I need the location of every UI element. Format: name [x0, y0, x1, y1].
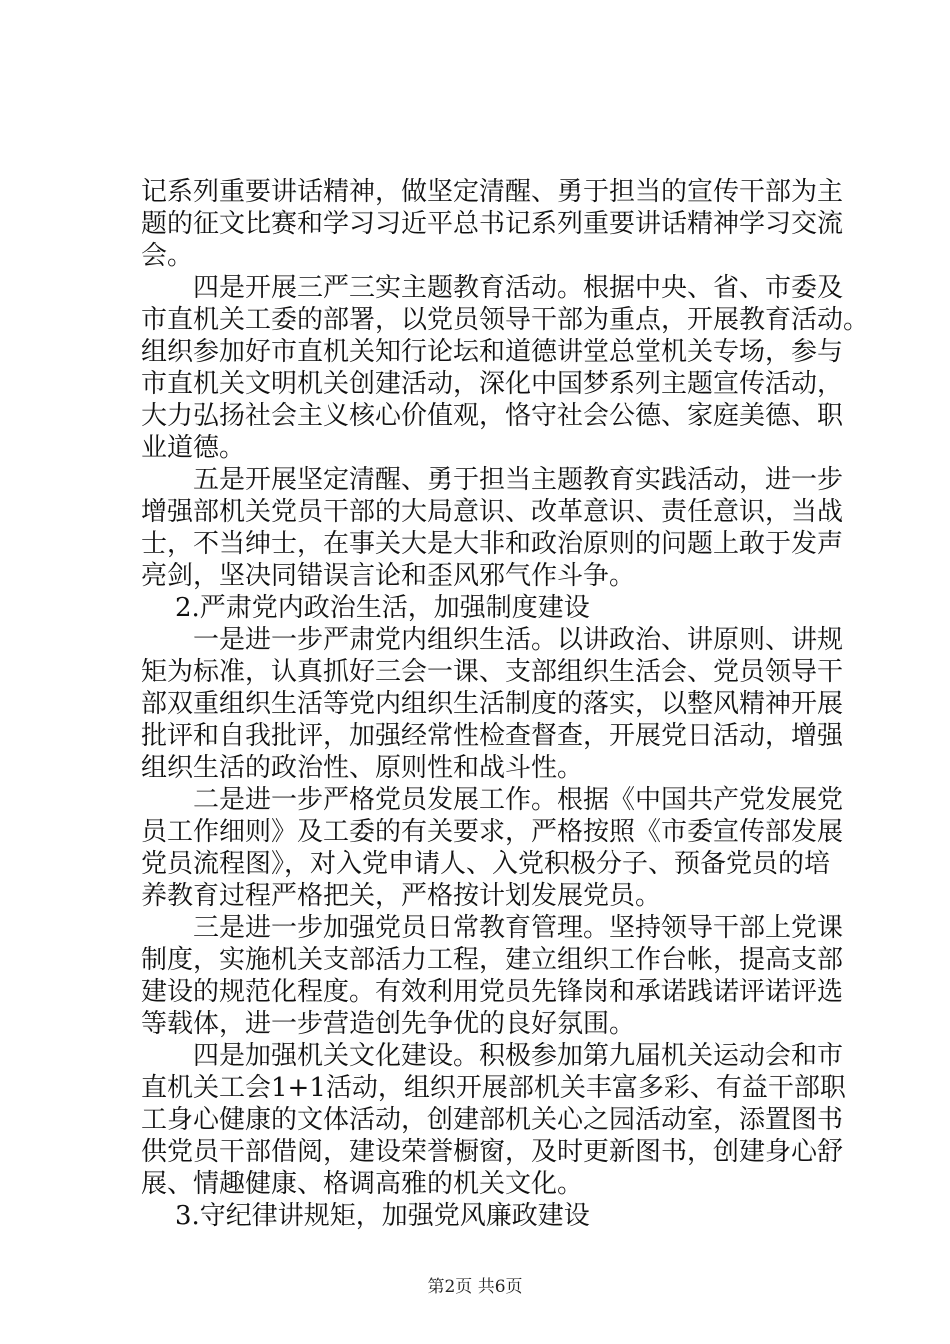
text-line: 五是开展坚定清醒、勇于担当主题教育实践活动，进一步: [193, 465, 844, 495]
text-line: 业道德。: [141, 433, 246, 463]
text-line: 市直机关文明机关创建活动，深化中国梦系列主题宣传活动，: [141, 369, 844, 399]
text-line: 一是进一步严肃党内组织生活。以讲政治、讲原则、讲规: [193, 625, 844, 655]
text-line: 会。: [141, 241, 194, 271]
text-line: 组织生活的政治性、原则性和战斗性。: [141, 753, 584, 783]
text-line: 四是加强机关文化建设。积极参加第九届机关运动会和市: [193, 1041, 844, 1071]
text-line: 等载体，进一步营造创先争优的良好氛围。: [141, 1009, 636, 1039]
text-line: 制度，实施机关支部活力工程，建立组织工作台帐，提高支部: [141, 945, 844, 975]
paragraph: [141, 1040, 851, 1200]
text-line: 矩为标准，认真抓好三会一课、支部组织生活会、党员领导干: [141, 657, 844, 687]
section-heading: 2.严肃党内政治生活，加强制度建设: [175, 593, 590, 623]
text-line: 题的征文比赛和学习习近平总书记系列重要讲话精神学习交流: [141, 209, 844, 239]
paragraph: [141, 912, 851, 1040]
text-line: 批评和自我批评，加强经常性检查督查，开展党日活动，增强: [141, 721, 844, 751]
paragraph: [141, 464, 851, 592]
paragraph: [141, 272, 870, 464]
text-line: 工身心健康的文体活动，创建部机关心之园活动室，添置图书: [141, 1105, 844, 1135]
text-line: 记系列重要讲话精神，做坚定清醒、勇于担当的宣传干部为主: [141, 177, 844, 207]
text-line: 士，不当绅士，在事关大是大非和政治原则的问题上敢于发声: [141, 529, 844, 559]
page-number-label: 第2页 共6页: [427, 1277, 523, 1297]
text-line: 直机关工会1+1活动，组织开展部机关丰富多彩、有益干部职: [141, 1073, 846, 1103]
text-line: 部双重组织生活等党内组织生活制度的落实，以整风精神开展: [141, 689, 844, 719]
text-line: 员工作细则》及工委的有关要求，严格按照《市委宣传部发展: [141, 817, 844, 847]
document-body: [141, 176, 870, 1232]
text-line: 养教育过程严格把关，严格按计划发展党员。: [141, 881, 662, 911]
paragraph-continuation: [141, 176, 851, 272]
text-line: 亮剑，坚决同错误言论和歪风邪气作斗争。: [141, 561, 636, 591]
text-line: 大力弘扬社会主义核心价值观，恪守社会公德、家庭美德、职: [141, 401, 844, 431]
text-line: 展、情趣健康、格调高雅的机关文化。: [141, 1169, 584, 1199]
text-line: 组织参加好市直机关知行论坛和道德讲堂总堂机关专场，参与: [141, 337, 844, 367]
text-line: 四是开展三严三实主题教育活动。根据中央、省、市委及: [193, 273, 844, 303]
text-line: 增强部机关党员干部的大局意识、改革意识、责任意识，当战: [141, 497, 844, 527]
section-heading: 3.守纪律讲规矩，加强党风廉政建设: [175, 1201, 590, 1231]
page-footer: [0, 1272, 950, 1297]
paragraph: [141, 624, 851, 784]
paragraph: [141, 784, 851, 912]
text-line: 市直机关工委的部署，以党员领导干部为重点，开展教育活动。: [141, 305, 870, 335]
text-line: 三是进一步加强党员日常教育管理。坚持领导干部上党课: [193, 913, 844, 943]
text-line: 供党员干部借阅，建设荣誉橱窗，及时更新图书，创建身心舒: [141, 1137, 844, 1167]
text-line: 党员流程图》，对入党申请人、入党积极分子、预备党员的培: [141, 849, 831, 879]
text-line: 二是进一步严格党员发展工作。根据《中国共产党发展党: [193, 785, 844, 815]
text-line: 建设的规范化程度。有效利用党员先锋岗和承诺践诺评诺评选: [141, 977, 844, 1007]
